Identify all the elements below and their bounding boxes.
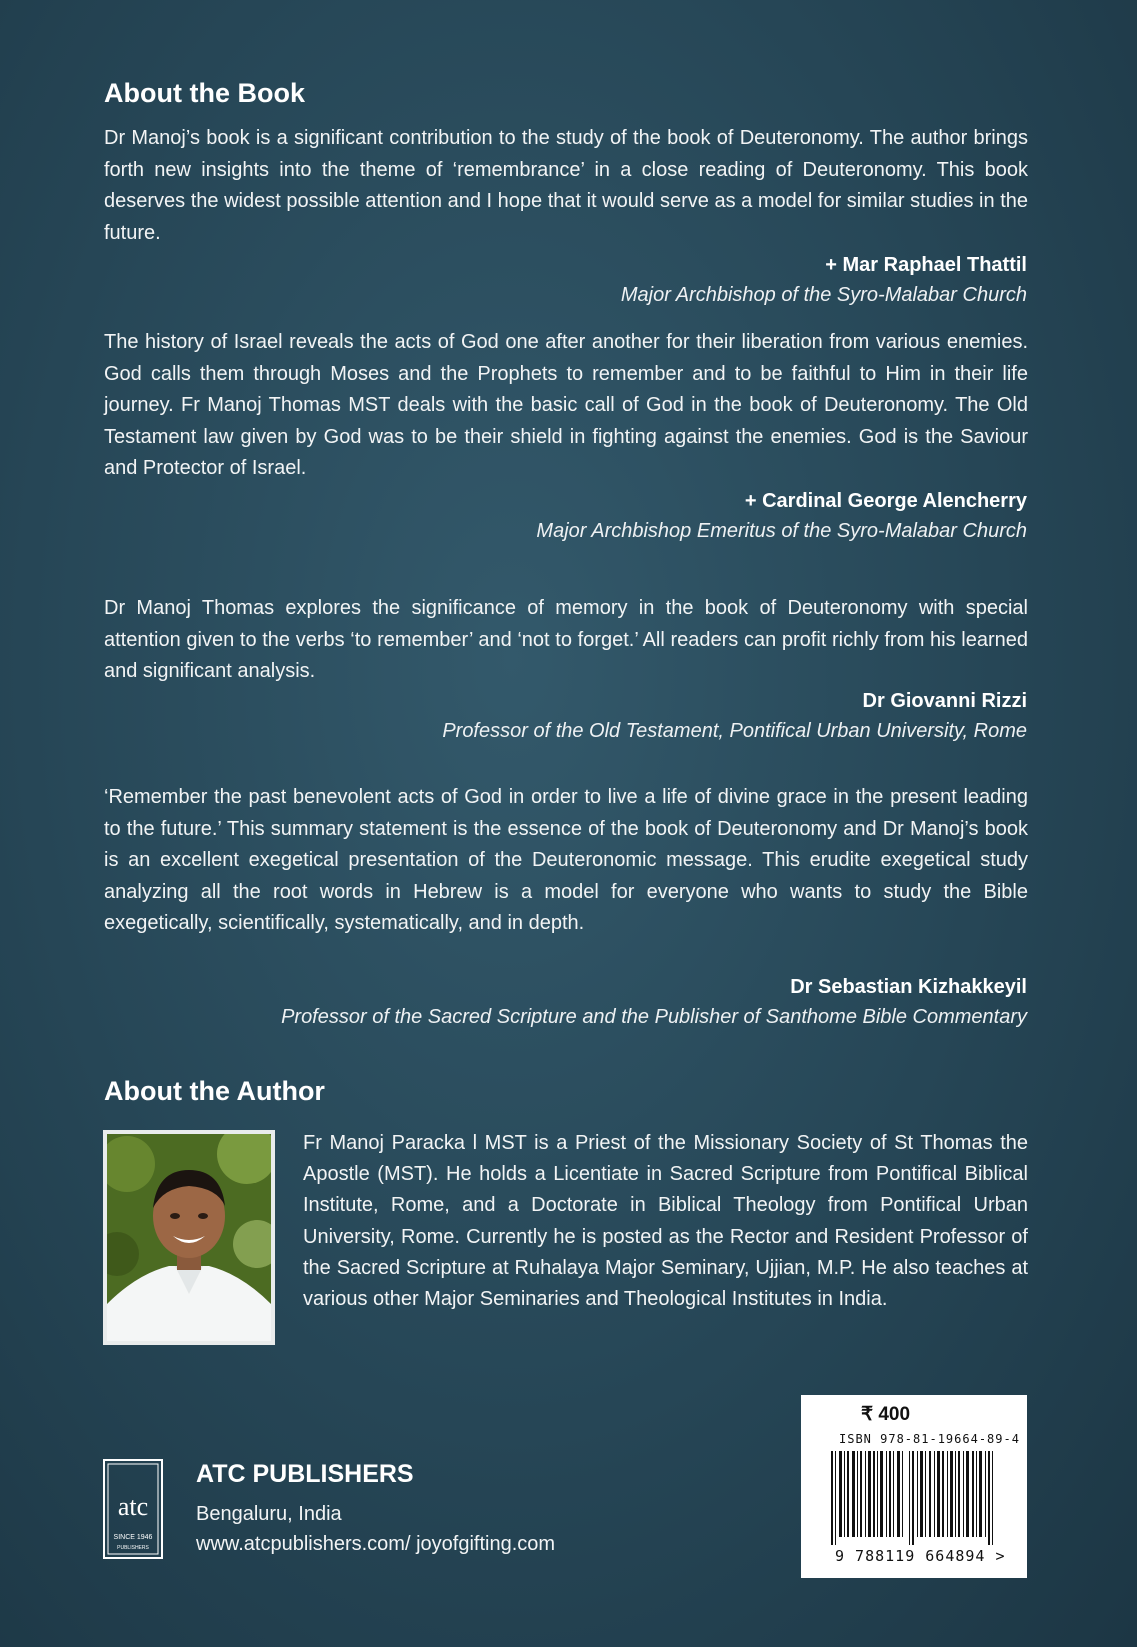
about-author-heading: About the Author [104,1076,325,1106]
review-signature [621,250,1027,310]
barcode-bars [831,1451,1001,1545]
review-text: Dr Manoj’s book is a significant contribution to the study of the book of Deuteronomy. The author brings forth new insights into the theme of ‘remembrance’ in a close reading of Deuteronomy. This book deserves the widest possible attention and I hope that it would serve as a model for similar studies in the future. [104,127,1028,244]
review-signature [442,686,1027,746]
ean-digits: 9 788119 664894 > [835,1547,1006,1565]
reviewer-name: Dr Sebastian Kizhakkeyil [790,976,1027,998]
review-signature [281,972,1027,1032]
publisher-name: ATC PUBLISHERS [196,1460,414,1488]
reviewer-name: + Cardinal George Alencherry [744,490,1027,512]
barcode-sticker [801,1395,1027,1578]
review-text: ‘Remember the past benevolent acts of God in order to live a life of divine grace in the present leading to the future.’ This summary statement is the essence of the book of Deuteronomy and Dr Manoj’s book is an excellent exegetical presentation of the Deuteronomic message. This erudite exegetical study analyzing all the root words in Hebrew is a model for everyone who wants to study the Bible exegetically, scientifically, systematically, and in depth. [104,786,1028,934]
publisher-city: Bengaluru, India [196,1503,342,1525]
review-text: The history of Israel reveals the acts of God one after another for their liberation from various enemies. God calls them through Moses and the Prophets to remember and to be faithful to Him in their life journey. Fr Manoj Thomas MST deals with the basic call of God in the book of Deuteronomy. The Old Testament law given by God was to be their shield in fighting against the enemies. God is the Saviour and Protector of Israel. [104,331,1028,479]
publisher-logo-since: SINCE 1946 [113,1534,153,1541]
author-photo [103,1130,275,1345]
reviewer-name: Dr Giovanni Rizzi [862,690,1027,712]
price-label: ₹ 400 [861,1404,911,1425]
review-signature [536,486,1027,546]
reviewer-role: Major Archbishop Emeritus of the Syro-Malabar Church [536,520,1027,542]
publisher-website: www.atcpublishers.com/ joyofgifting.com [196,1533,556,1555]
review-text: Dr Manoj Thomas explores the significance of memory in the book of Deuteronomy with special attention given to the verbs ‘to remember’ and ‘not to forget.’ All readers can profit richly from his learned and significant analysis. [104,597,1028,682]
publisher-logo [103,1459,163,1559]
reviewer-role: Professor of the Old Testament, Pontifical Urban University, Rome [442,720,1027,742]
publisher-logo-sub: PUBLISHERS [117,1545,149,1551]
about-book-heading: About the Book [104,78,305,108]
author-portrait-image [107,1134,271,1341]
isbn-text: ISBN 978-81-19664-89-4 [839,1432,1020,1446]
reviewer-role: Major Archbishop of the Syro-Malabar Church [620,284,1027,306]
reviewer-role: Professor of the Sacred Scripture and the Publisher of Santhome Bible Commentary [281,1006,1027,1028]
reviewer-name: + Mar Raphael Thattil [825,254,1027,276]
author-bio: Fr Manoj Paracka l MST is a Priest of the Missionary Society of St Thomas the Apostle (MST). He holds a Licentiate in Sacred Scripture from Pontifical Biblical Institute, Rome, and a Doctorate in Biblical Theology from Pontifical Urban University, Rome. Currently he is posted as the Rector and Resident Professor of the Sacred Scripture at Ruhalaya Major Seminary, Ujjian, M.P. He also teaches at various other Major Seminaries and Theological Institutes in India. [303,1132,1028,1311]
publisher-logo-text: atc [117,1492,149,1521]
